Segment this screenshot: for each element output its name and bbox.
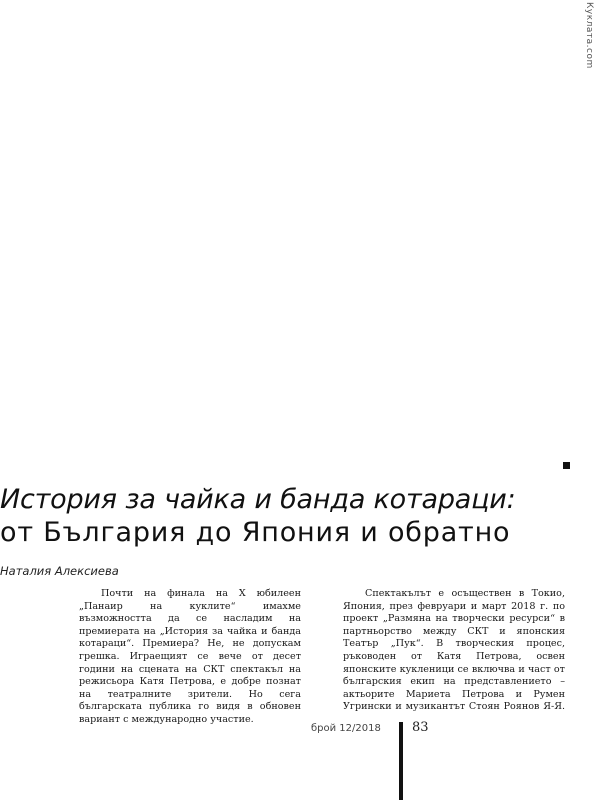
- article-title: [0, 484, 600, 550]
- title-line-1: История за чайка и банда котараци:: [0, 484, 516, 515]
- brand-logo: [578, 2, 594, 69]
- article-column-right: [343, 588, 565, 714]
- issue-label: брой 12/2018: [311, 723, 381, 734]
- title-line-2: от България до Япония и обратно: [0, 517, 511, 548]
- paragraph-left: Почти на финала на X юбилеен „Панаир на куклите“ имахме възможността да се насладим на премиерата на „История за чайка и банда котараци“. Премиера? Не, не допускам грешка. Играещият се вече от десет години на сцената на СКТ спектакъл на режисьора Катя Петрова, е добре познат на театралните зрители. Но сега българската публика го видя в обновен вариант с международно участие.: [79, 588, 301, 725]
- article-column-left: [79, 588, 301, 727]
- page-number: 83: [412, 720, 429, 735]
- section-marker: [563, 462, 570, 469]
- footer-divider: [399, 722, 403, 800]
- author-name: Наталия Алексиева: [0, 564, 119, 578]
- brand-text: Куклата.com: [584, 2, 594, 69]
- paragraph-right: Спектакълът е осъществен в Токио, Япония, през февруари и март 2018 г. по проект „Размяна на творчески ресурси“ в партньорство между СКТ и японския Театър „Пук“. В творческия процес, ръководен от Катя Петрова, освен японските кукленици се включва и част от българския екип на представлението – актьорите Мариета Петрова и Румен Угрински и музикантът Стоян Роянов Я-Я.: [343, 588, 565, 713]
